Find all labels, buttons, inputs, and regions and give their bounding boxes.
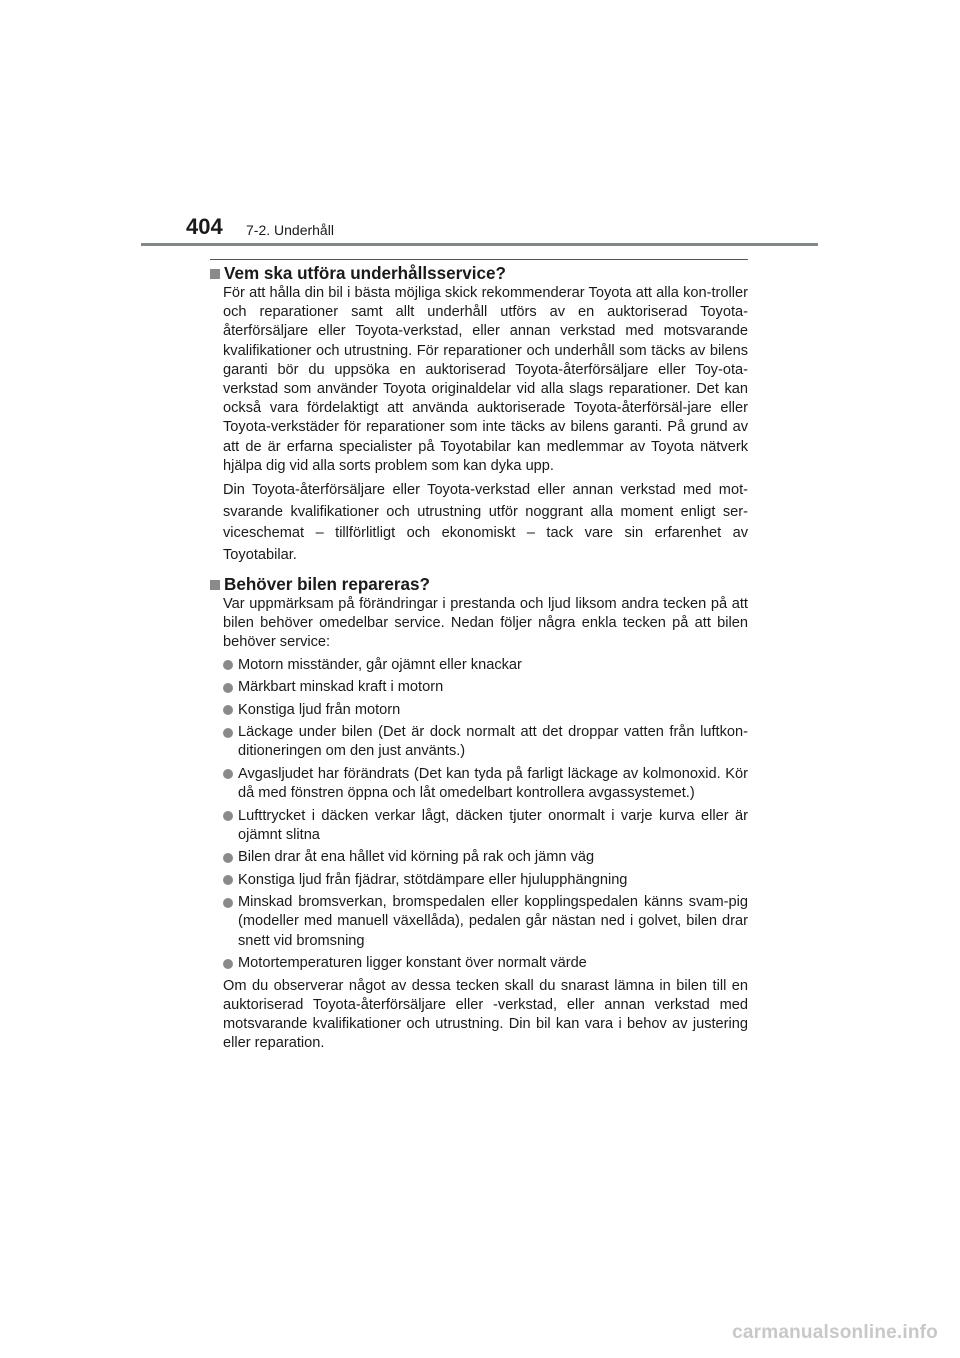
section-heading: [210, 574, 748, 595]
list-item: [223, 954, 748, 973]
list-item-text: Konstiga ljud från fjädrar, stötdämpare eller hjulupphängning: [238, 871, 628, 888]
page-header: [0, 0, 960, 250]
list-item: [223, 701, 748, 720]
list-item: [223, 678, 748, 697]
circle-bullet-icon: [223, 660, 233, 670]
circle-bullet-icon: [223, 898, 233, 908]
list-item: [223, 848, 748, 867]
section-heading-text: Vem ska utföra underhållsservice?: [224, 264, 506, 283]
circle-bullet-icon: [223, 853, 233, 863]
content-divider: [210, 259, 748, 260]
intro-paragraph: Var uppmärksam på förändringar i prestanda och ljud liksom andra tecken på att bilen behöver omedelbar service. Nedan följer några enkla tecken på att bilen behöver service:: [223, 596, 748, 651]
list-item-text: Minskad bromsverkan, bromspedalen eller kopplingspedalen känns svam-pig (modeller med manuell växellåda), pedalen går nästan ned i golvet, bilen drar snett vid bromsning: [238, 894, 748, 949]
section-heading: [210, 263, 748, 284]
list-item: [223, 656, 748, 675]
page-content: [210, 263, 748, 1053]
page-number: 404: [186, 214, 223, 239]
list-item-text: Lufttrycket i däcken verkar lågt, däcken tjuter onormalt i varje kurva eller är ojämnt slitna: [238, 807, 748, 843]
circle-bullet-icon: [223, 959, 233, 969]
list-item: [223, 807, 748, 845]
header-divider: [141, 243, 818, 246]
list-item-text: Läckage under bilen (Det är dock normalt att det droppar vatten från luftkon-ditioneringen om den just använts.): [238, 724, 748, 760]
section-label: 7-2. Underhåll: [246, 222, 334, 238]
list-item-text: Konstiga ljud från motorn: [238, 701, 401, 718]
circle-bullet-icon: [223, 683, 233, 693]
paragraph: Din Toyota-återförsäljare eller Toyota-verkstad eller annan verkstad med mot-svarande kvalifikationer och utrustning utför noggrant alla moment enligt ser-viceschemat – tillförlitligt och ekonomiskt – tack vare sin erfarenhet av Toyotabilar.: [223, 482, 748, 563]
list-item-text: Märkbart minskad kraft i motorn: [238, 679, 444, 696]
list-item: [223, 765, 748, 803]
list-item-text: Motorn misständer, går ojämnt eller knackar: [238, 656, 522, 673]
list-item: [223, 893, 748, 951]
section-heading-text: Behöver bilen repareras?: [224, 575, 430, 595]
circle-bullet-icon: [223, 811, 233, 821]
list-item-text: Bilen drar åt ena hållet vid körning på rak och jämn väg: [238, 849, 595, 866]
circle-bullet-icon: [223, 875, 233, 885]
circle-bullet-icon: [223, 728, 233, 738]
square-bullet-icon: [210, 269, 220, 279]
watermark-logo: [678, 1322, 938, 1344]
symptom-list: [223, 656, 748, 974]
square-bullet-icon: [210, 580, 220, 590]
closing-paragraph: Om du observerar något av dessa tecken skall du snarast lämna in bilen till en auktoriserad Toyota-återförsäljare eller -verkstad, eller annan verkstad med motsvarande kvalifikationer och utrustning. Din bil kan vara i behov av justering eller reparation.: [223, 977, 748, 1052]
circle-bullet-icon: [223, 769, 233, 779]
list-item-text: Motortemperaturen ligger konstant över normalt värde: [238, 955, 587, 972]
list-item: [223, 723, 748, 761]
watermark-text: carmanualsonline.info: [732, 1322, 938, 1343]
list-item: [223, 871, 748, 890]
section-needs-repair: [210, 574, 748, 1053]
paragraph: För att hålla din bil i bästa möjliga skick rekommenderar Toyota att alla kon-troller och reparationer samt allt underhåll utförs av en auktoriserad Toyota-återförsäljare eller Toyota-verkstad, eller annan verkstad med motsvarande kvalifikationer och utrustning. För reparationer och underhåll som täcks av bilens garanti bör du uppsöka en auktoriserad Toyota-återförsäljare eller Toy-ota-verkstad som använder Toyota originaldelar vid alla slags reparationer. Det kan också vara fördelaktigt att använda auktoriserade Toyota-återförsäl-jare eller Toyota-verkstäder för reparationer som inte täcks av bilens garanti. På grund av att de är erfarna specialister på Toyotabilar kan medlemmar av Toyota nätverk hjälpa dig vid alla sorts problem som kan dyka upp.: [223, 285, 748, 474]
list-item-text: Avgasljudet har förändrats (Det kan tyda på farligt läckage av kolmonoxid. Kör då med fönstren öppna och låt omedelbart kontrollera avgassystemet.): [238, 765, 748, 802]
circle-bullet-icon: [223, 705, 233, 715]
section-who-services: [210, 263, 748, 566]
